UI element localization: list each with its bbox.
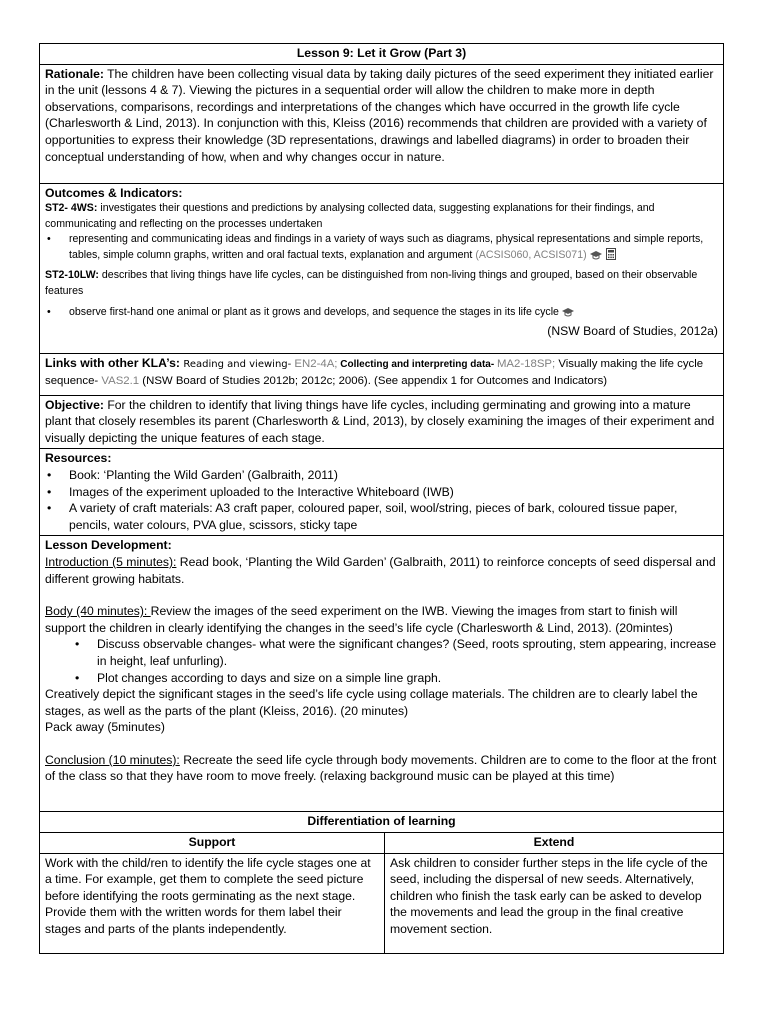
bullet-icon: •	[47, 501, 52, 516]
indicator-text: representing and communicating ideas and findings in a variety of ways such as diagrams, physical representations and simple reports, tables, simple column graphs, written and oral factual texts, explanation and argument	[69, 233, 704, 261]
differentiation-title: Differentiation of learning	[40, 812, 724, 833]
links-visual: Visually making the life cycle sequence-	[45, 357, 704, 388]
introduction-text: Read book, ‘Planting the Wild Garden’ (Galbraith, 2011) to reinforce concepts of seed dispersal and different growing habitats.	[45, 554, 716, 586]
resource-text: A variety of craft materials: A3 craft paper, coloured paper, soil, wool/string, pieces of bark, coloured tissue paper, pencils, water colours, PVA glue, scissors, sticky tape	[69, 501, 678, 532]
resources-label: Resources:	[45, 451, 112, 466]
outcome-text: investigates their questions and predictions by analysing collected data, suggesting explanations for their findings, and communicating and reflecting on the processes undertaken	[45, 202, 655, 230]
outcomes-cell	[40, 183, 724, 353]
links-vas-code: VAS2.1	[101, 375, 140, 388]
body-bullet	[45, 670, 718, 687]
outcome-st2-4ws	[45, 201, 718, 232]
resources-row	[40, 449, 724, 536]
differentiation-content-row	[40, 853, 724, 953]
rationale-label: Rationale:	[45, 66, 104, 81]
resource-item	[45, 467, 718, 484]
bullet-icon: •	[47, 306, 51, 319]
lesson-plan-table	[39, 43, 724, 954]
rationale-cell	[40, 64, 724, 183]
conclusion-label: Conclusion (10 minutes):	[45, 752, 180, 767]
extend-paragraph: Ask children to consider further steps in the life cycle of the seed, including the dispersal of new seeds. Alternatively, children who finish the task early can be asked to develop the movements and lead the group in the final creative movement section.	[390, 855, 708, 936]
body-bullet-text: Plot changes according to days and size on a simple line graph.	[97, 670, 442, 685]
objective-text: For the children to identify that living things have life cycles, including germinating and growing into a mature plant that closely resembles its parent (Charlesworth & Lind, 2013), by closely examining the images of their experiment and visually depicting the unique features of each stage.	[45, 397, 715, 445]
rationale-row	[40, 64, 724, 183]
development-body	[45, 603, 718, 636]
extend-cell	[385, 853, 724, 953]
resource-text: Book: ‘Planting the Wild Garden’ (Galbraith, 2011)	[69, 467, 338, 482]
bullet-icon: •	[47, 484, 52, 499]
collage-text: Creatively depict the significant stages in the seed’s life cycle using collage materials. The children are to clearly label the stages, as well as the parts of the plant (Kleiss, 2016). (20 minutes)	[45, 687, 698, 718]
development-cell	[40, 536, 724, 812]
outcomes-row	[40, 183, 724, 353]
support-paragraph: Work with the child/ren to identify the life cycle stages one at a time. For example, get them to complete the seed picture before identifying the roots germinating as the next stage.	[45, 855, 371, 903]
development-conclusion	[45, 752, 718, 785]
outcome-st2-10lw	[45, 268, 718, 299]
differentiation-header-row	[40, 832, 724, 853]
links-row	[40, 353, 724, 395]
rationale-text: The children have been collecting visual data by taking daily pictures of the seed experiment they initiated earlier in the unit (lessons 4 & 7). Viewing the pictures in a sequential order will allow the children to make more in depth observations, comparisons, recordings and interpretations of the changes which have occurred in the growth life cycle (Charlesworth & Lind, 2013). In conjunction with this, Kleiss (2016) recommends that children are provided with a variety of opportunities to express their knowledge (3D representations, drawings and labelled diagrams) in order to broaden their conceptual understanding of how, when and why changes occur in nature.	[45, 66, 714, 164]
resource-text: Images of the experiment uploaded to the Interactive Whiteboard (IWB)	[69, 484, 454, 499]
indicator-item	[45, 305, 718, 323]
development-label: Lesson Development:	[45, 538, 172, 553]
conclusion-text: Recreate the seed life cycle through body movements. Children are to come to the floor at the front of the class so that they have room to move freely. (relaxing background music can be played at this time)	[45, 752, 717, 784]
learning-across-curriculum-icon	[562, 307, 575, 323]
extend-header: Extend	[385, 832, 724, 853]
indicator-item	[45, 232, 718, 265]
links-ma-code: MA2-18SP;	[496, 357, 556, 370]
outcome-text: describes that living things have life cycles, can be distinguished from non-living things and grouped, based on their observable features	[45, 269, 698, 297]
links-label: Links with other KLA’s:	[45, 355, 180, 370]
body-bullet	[45, 636, 718, 669]
support-paragraph: Provide them with the written words for them label their stages and parts of the plants independently.	[45, 905, 342, 936]
pack-away-text: Pack away (5minutes)	[45, 720, 165, 735]
links-collecting: Collecting and interpreting data-	[337, 358, 497, 370]
lesson-title: Lesson 9: Let it Grow (Part 3)	[40, 44, 724, 65]
bullet-icon: •	[47, 467, 52, 482]
indicator-ref: (ACSIS060, ACSIS071)	[475, 248, 587, 261]
support-cell	[40, 853, 385, 953]
bullet-icon: •	[75, 670, 80, 685]
learning-across-curriculum-icon	[590, 250, 603, 266]
objective-label: Objective:	[45, 397, 104, 412]
outcome-code: ST2-10LW:	[45, 269, 99, 282]
objective-row	[40, 395, 724, 449]
indicator-text: observe first-hand one animal or plant as it grows and develops, and sequence the stages in its life cycle	[69, 306, 562, 319]
development-row	[40, 536, 724, 812]
lesson-plan-page	[39, 43, 723, 954]
objective-cell	[40, 395, 724, 449]
links-reading: Reading and viewing-	[183, 358, 295, 370]
body-text: Review the images of the seed experiment on the IWB. Viewing the images from start to finish will support the children in clearly identifying the changes in the seed’s life cycle (Charlesworth & Lind, 2013). (20mintes)	[45, 604, 678, 635]
resource-item	[45, 500, 718, 533]
bullet-icon: •	[47, 233, 51, 246]
links-en-code: EN2-4A;	[294, 357, 338, 370]
title-row	[40, 44, 724, 65]
body-label: Body (40 minutes):	[45, 604, 151, 619]
differentiation-title-row	[40, 812, 724, 833]
links-cell	[40, 353, 724, 395]
links-tail: (NSW Board of Studies 2012b; 2012c; 2006). (See appendix 1 for Outcomes and Indicators)	[139, 375, 608, 388]
resources-cell	[40, 449, 724, 536]
numeracy-calculator-icon	[606, 248, 616, 266]
development-introduction	[45, 554, 718, 587]
body-bullet-text: Discuss observable changes- what were the significant changes? (Seed, roots sprouting, stem appearing, increase in height, leaf unfurling).	[97, 637, 717, 668]
outcomes-label: Outcomes & Indicators:	[45, 185, 183, 200]
resource-item	[45, 484, 718, 501]
outcomes-source: (NSW Board of Studies, 2012a)	[547, 323, 718, 338]
outcome-code: ST2- 4WS:	[45, 202, 98, 215]
bullet-icon: •	[75, 637, 80, 652]
introduction-label: Introduction (5 minutes):	[45, 554, 177, 569]
support-header: Support	[40, 832, 385, 853]
